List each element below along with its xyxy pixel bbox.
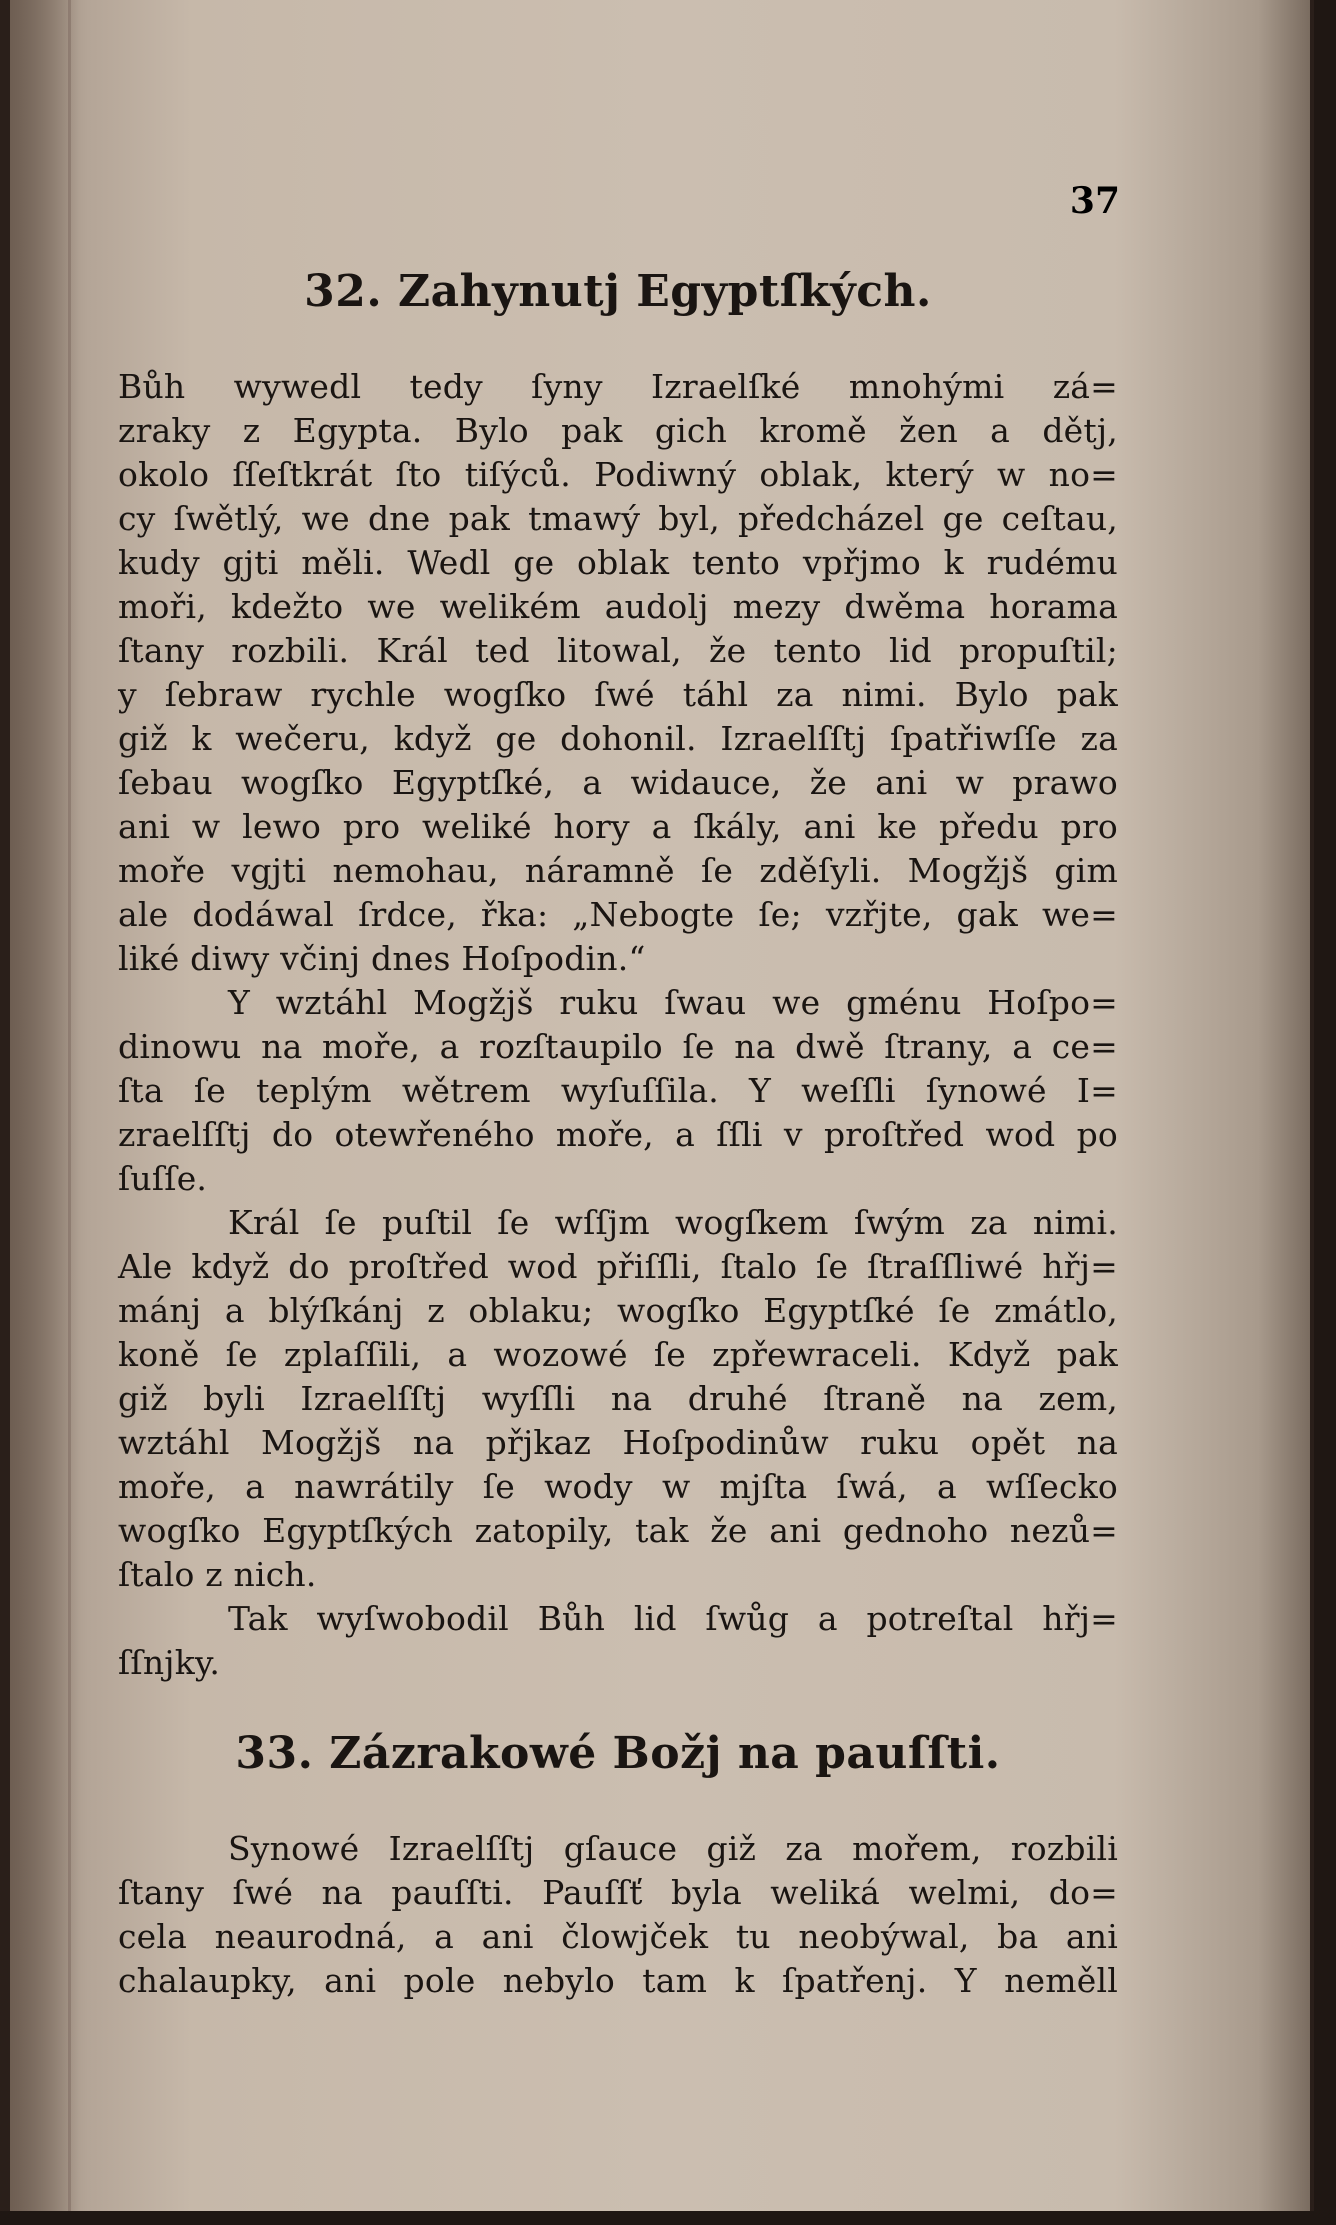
text-line: y ſebraw rychle wogſko ſwé táhl za nimi. Bylo pak — [118, 675, 1118, 714]
page-number: 37 — [1069, 180, 1120, 222]
section-33-heading: 33. Zázrakowé Božj na pauſſti. — [235, 1728, 1001, 1779]
text-line: moře vgjti nemohau, náramně ſe zděſyli. Mogžjš gim — [118, 851, 1118, 890]
text-line: ſta ſe teplým wětrem wyſuſſila. Y weſſli ſynowé I= — [118, 1071, 1118, 1110]
text-line: Ale když do proſtřed wod přiſſli, ſtalo ſe ſtraſſliwé hřj= — [118, 1247, 1118, 1286]
text-line: cy ſwětlý, we dne pak tmawý byl, předcházel ge ceſtau, — [118, 499, 1118, 538]
text-line: Bůh wywedl tedy ſyny Izraelſké mnohými zá= — [118, 367, 1118, 406]
text-line: giž k wečeru, když ge dohonil. Izraelſſtj ſpatřiwſſe za — [118, 719, 1118, 758]
text-line: ani w lewo pro weliké hory a ſkály, ani ke předu pro — [118, 807, 1118, 846]
text-line: moře, a nawrátily ſe wody w mjſta ſwá, a wſſecko — [118, 1467, 1118, 1506]
text-line: chalaupky, ani pole nebylo tam k ſpatřenj. Y neměll — [118, 1961, 1118, 2000]
scan-bottom-edge — [0, 2211, 1336, 2225]
scan-right-edge — [1314, 0, 1336, 2225]
text-line: mánj a blýſkánj z oblaku; wogſko Egyptſké ſe zmátlo, — [118, 1291, 1118, 1330]
text-line: giž byli Izraelſſtj wyſſli na druhé ſtraně na zem, — [118, 1379, 1118, 1418]
text-line: Synowé Izraelſſtj gſauce giž za mořem, rozbili — [228, 1829, 1118, 1868]
text-line: zraelſſtj do otewřeného moře, a ſſli v proſtřed wod po — [118, 1115, 1118, 1154]
gutter-fold — [68, 0, 71, 2225]
text-line: zraky z Egypta. Bylo pak gich kromě žen a dětj, — [118, 411, 1118, 450]
section-32-heading: 32. Zahynutj Egyptſkých. — [304, 266, 932, 317]
text-line: koně ſe zplaſſili, a wozowé ſe zpřewraceli. Když pak — [118, 1335, 1118, 1374]
text-line: dinowu na moře, a rozſtaupilo ſe na dwě ſtrany, a ce= — [118, 1027, 1118, 1066]
text-line: ſtany ſwé na pauſſti. Pauſſť byla weliká welmi, do= — [118, 1873, 1118, 1912]
text-line: liké diwy včinj dnes Hoſpodin.“ — [118, 939, 646, 978]
text-line: ſtany rozbili. Král ted litowal, že tento lid propuſtil; — [118, 631, 1118, 670]
text-line: ale dodáwal ſrdce, řka: „Nebogte ſe; vzřjte, gak we= — [118, 895, 1118, 934]
text-line: moři, kdežto we welikém audolj mezy dwěma horama — [118, 587, 1118, 626]
text-line: Y wztáhl Mogžjš ruku ſwau we gménu Hoſpo= — [228, 983, 1118, 1022]
text-line: ſebau wogſko Egyptſké, a widauce, že ani w prawo — [118, 763, 1118, 802]
text-line: ſſnjky. — [118, 1643, 221, 1682]
text-line: ſtalo z nich. — [118, 1555, 317, 1594]
text-line: kudy gjti měli. Wedl ge oblak tento vpřjmo k rudému — [118, 543, 1118, 582]
text-line: okolo ſſeſtkrát ſto tiſýců. Podiwný oblak, který w no= — [118, 455, 1118, 494]
text-line: cela neaurodná, a ani člowjček tu neobýwal, ba ani — [118, 1917, 1118, 1956]
text-line: Král ſe puſtil ſe wſſjm wogſkem ſwým za nimi. — [228, 1203, 1118, 1242]
text-line: ſuſſe. — [118, 1159, 208, 1198]
text-line: wogſko Egyptſkých zatopily, tak že ani gednoho nezů= — [118, 1511, 1118, 1550]
text-line: wztáhl Mogžjš na přjkaz Hoſpodinůw ruku opět na — [118, 1423, 1118, 1462]
text-line: Tak wyſwobodil Bůh lid ſwůg a potreſtal hřj= — [228, 1599, 1118, 1638]
